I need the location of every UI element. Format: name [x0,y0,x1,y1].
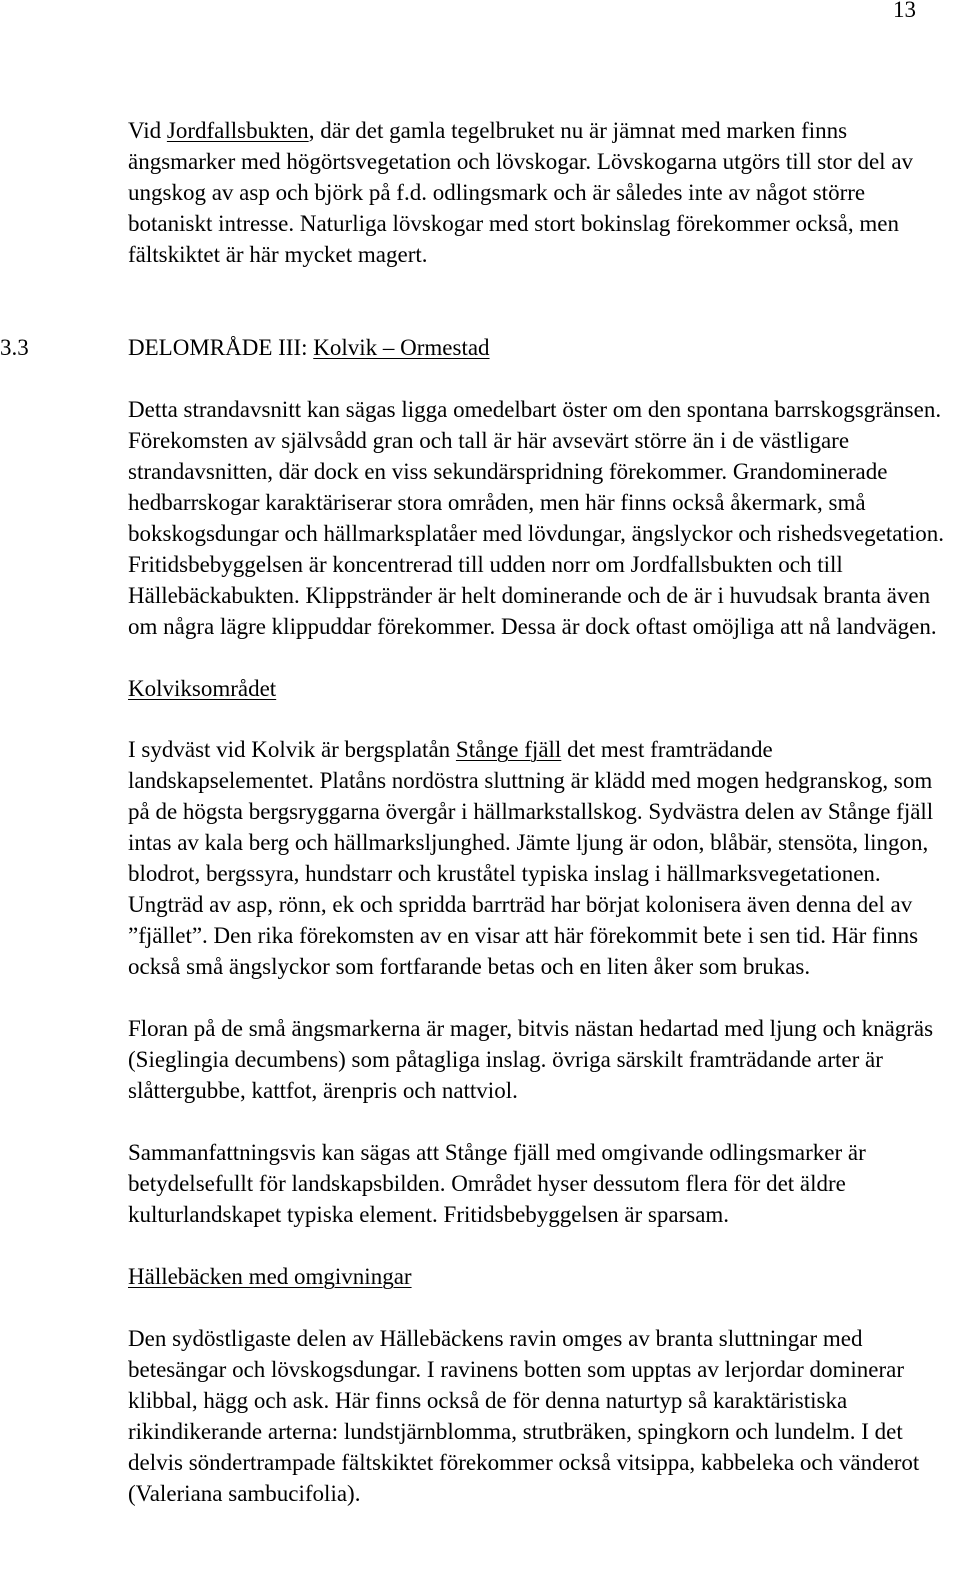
section-number: 3.3 [0,335,29,360]
section-prefix: DELOMRÅDE III: [128,335,314,360]
paragraph-hallebacken: Den sydöstligaste delen av Hällebäckens ravin omges av branta sluttningar med betesängar och lövskogsdungar. I ravinens botten som upptas av lerjordar dominerar klibbal, hägg och ask. Här finns också de för denna naturtyp så karaktäristiska rikindikerande arterna: lundstjärnblomma, strutbräken, spingkorn och lundelm. I det delvis söndertrampade fältskiktet förekommer också vitsippa, kabbeleka och vänderot (Valeriana sambucifolia). [128,1326,920,1506]
text-run: , där det gamla tegelbruket nu är jämnat med marken finns ängsmarker med högörtsvegetation och lövskogar. Lövskogarna utgörs till stor del av ungskog av asp och björk på f.d. odlingsmark och är således inte av något större botaniskt intresse. Naturliga lövskogar med stort bokinslag förekommer också, men fältskiktet är här mycket magert. [128,118,914,267]
paragraph-jordfallsbukten [128,115,952,270]
text-run: I sydväst vid Kolvik är bergsplatån [128,737,456,762]
section-name: Kolvik – Ormestad [313,335,490,360]
page-body [0,115,952,1509]
place-name-stange-fjall: Stånge fjäll [455,737,562,762]
text-run: Vid [128,118,167,143]
paragraph-strandavsnitt: Detta strandavsnitt kan sägas ligga omedelbart öster om den spontana barrskogsgränsen. Förekomsten av självsådd gran och tall är här avsevärt större än i de västligare strandavsnitten, där dock en viss sekundärspridning förekommer. Grandominerade hedbarrskogar karaktäriserar stora områden, men här finns också åkermark, små bokskogsdungar och hällmarksplatåer med lövdungar, ängslyckor och rishedsvegetation. Fritidsbebyggelsen är koncentrerad till udden norr om Jordfallsbukten och till Hällebäckabukten. Klippstränder är helt dominerande och de är i huvudsak branta även om några lägre klippuddar förekommer. Dessa är dock oftast omöjliga att nå landvägen. [128,397,945,639]
subheading-kolviksomradet: Kolviksområdet [128,676,277,701]
paragraph-sammanfattning: Sammanfattningsvis kan sägas att Stånge fjäll med omgivande odlingsmarker är betydelsefullt för landskapsbilden. Området hyser dessutom flera för det äldre kulturlandskapet typiska element. Fritidsbebyggelsen är sparsam. [128,1140,866,1227]
page-number: 13 [893,0,916,22]
paragraph-floran: Floran på de små ängsmarkerna är mager, bitvis nästan hedartad med ljung och knägräs (Sieglingia decumbens) som påtagliga inslag. övriga särskilt framträdande arter är slåttergubbe, kattfot, ärenpris och nattviol. [128,1016,934,1103]
subheading-hallebacken: Hällebäcken med omgivningar [128,1264,412,1289]
place-name-jordfallsbukten: Jordfallsbukten [166,118,309,143]
text-run: det mest framträdande landskapselementet. Platåns nordöstra sluttning är klädd med mogen hedgranskog, som på de högsta bergsryggarna övergår i hällmarkstallskog. Sydvästra delen av Stånge fjäll intas av kala berg och hällmarksljunghed. Jämte ljung är odon, blåbär, stensöta, lingon, blodrot, bergssyra, hundstarr och kruståtel typiska inslag i hällmarksvegetationen. Ungträd av asp, rönn, ek och spridda barrträd har börjat kolonisera även denna del av ”fjället”. Den rika förekomsten av en visar att här förekommit bete i sen tid. Här finns också små ängslyckor som fortfarande betas och en liten åker som brukas. [128,737,934,979]
section-heading [0,332,952,363]
paragraph-kolvik [128,734,952,982]
